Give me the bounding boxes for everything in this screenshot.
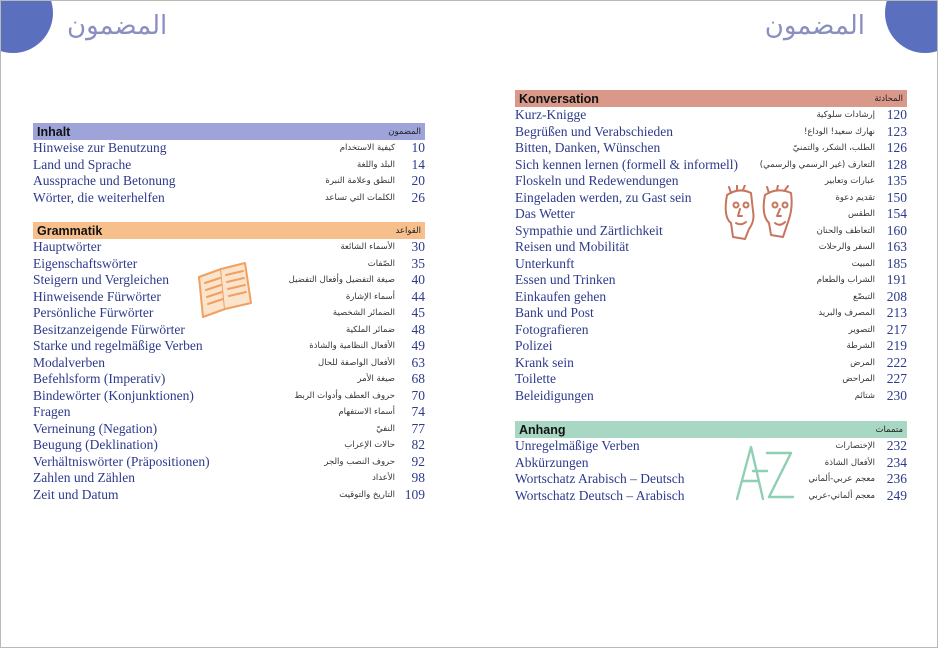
entry-title-arabic: الطقس — [847, 209, 875, 220]
page-number: 249 — [886, 487, 907, 503]
entry-title: Beugung (Deklination) — [33, 437, 158, 453]
page-number: 70 — [411, 387, 425, 403]
toc-entry — [33, 140, 425, 157]
page-number: 35 — [411, 255, 425, 271]
open-book-icon — [193, 259, 255, 321]
entry-title: Sympathie und Zärtlichkeit — [515, 222, 663, 238]
entry-right-group — [357, 371, 425, 387]
toc-entry — [33, 404, 425, 421]
entry-title: Krank sein — [515, 354, 574, 370]
entry-title: Polizei — [515, 338, 553, 354]
entry-title: Wortschatz Arabisch – Deutsch — [515, 471, 685, 487]
page-number: 191 — [886, 272, 907, 288]
page-number: 10 — [411, 140, 425, 156]
entry-title: Unterkunft — [515, 255, 575, 271]
entry-title: Bindewörter (Konjunktionen) — [33, 387, 194, 403]
page-number: 135 — [886, 173, 907, 189]
toc-entry — [515, 206, 907, 223]
page-number: 234 — [886, 454, 907, 470]
entry-title: Unregelmäßige Verben — [515, 438, 640, 454]
entry-title-arabic: التعاطف والحنان — [816, 225, 875, 236]
entry-right-group — [808, 471, 907, 487]
page-number: 120 — [886, 107, 907, 123]
entry-list — [515, 107, 907, 404]
entry-right-group — [325, 190, 425, 206]
section-title-arabic: المضمون — [388, 126, 421, 137]
right-page-title: المضمون — [764, 11, 865, 41]
entry-title-arabic: المرض — [850, 357, 875, 368]
entry-title: Starke und regelmäßige Verben — [33, 338, 203, 354]
entry-title-arabic: معجم عربي-ألماني — [808, 474, 875, 485]
entry-title: Zahlen und Zählen — [33, 470, 135, 486]
entry-title-arabic: النطق وعلامة النبرة — [325, 176, 395, 187]
entry-right-group — [853, 289, 907, 305]
entry-title-arabic: التصوير — [848, 324, 875, 335]
entry-right-group — [344, 437, 425, 453]
toc-entry — [515, 438, 907, 455]
entry-title: Wörter, die weiterhelfen — [33, 189, 165, 205]
toc-entry — [33, 421, 425, 438]
entry-title-arabic: ضمائر الملكية — [346, 324, 395, 335]
entry-title: Sich kennen lernen (formell & informell) — [515, 156, 739, 172]
entry-right-group — [376, 421, 425, 437]
entry-title-arabic: الأفعال الواصفة للحال — [318, 357, 395, 368]
entry-right-group — [850, 355, 907, 371]
page-number: 48 — [411, 321, 425, 337]
toc-entry — [33, 487, 425, 504]
entry-right-group — [817, 223, 907, 239]
section-header-grammatik — [33, 222, 425, 239]
entry-title-arabic: صيغة الأمر — [357, 374, 395, 385]
entry-title-arabic: المصرف والبريد — [818, 308, 875, 319]
entry-title: Essen und Trinken — [515, 272, 616, 288]
page-number: 232 — [886, 438, 907, 454]
toc-entry — [33, 190, 425, 207]
page-number: 227 — [886, 371, 907, 387]
entry-title: Beleidigungen — [515, 387, 594, 403]
toc-entry — [515, 371, 907, 388]
entry-title: Begrüßen und Verabschieden — [515, 123, 673, 139]
page-number: 213 — [886, 305, 907, 321]
entry-right-group — [289, 272, 425, 288]
toc-entry — [33, 322, 425, 339]
entry-title-arabic: كيفية الاستخدام — [339, 143, 395, 154]
entry-title: Steigern und Vergleichen — [33, 272, 169, 288]
entry-right-group — [849, 322, 907, 338]
page-number: 160 — [886, 222, 907, 238]
entry-title-arabic: عبارات وتعابير — [824, 176, 875, 187]
toc-entry — [515, 272, 907, 289]
section-konversation — [515, 90, 907, 404]
toc-entry — [33, 355, 425, 372]
page-number: 109 — [404, 486, 425, 502]
toc-entry — [515, 471, 907, 488]
entry-title-arabic: صيغة التفضيل وأفعال التفضيل — [288, 275, 395, 286]
toc-entry — [515, 173, 907, 190]
entry-title: Befehlsform (Imperativ) — [33, 371, 166, 387]
entry-right-group — [346, 289, 425, 305]
page-number: 63 — [411, 354, 425, 370]
entry-list — [33, 140, 425, 206]
page-number: 82 — [411, 437, 425, 453]
page-number: 185 — [886, 255, 907, 271]
entry-title-arabic: معجم ألماني-عربي — [808, 490, 875, 501]
entry-list — [515, 438, 907, 504]
entry-right-group — [793, 140, 907, 156]
toc-entry — [515, 488, 907, 505]
section-title: Anhang — [519, 422, 566, 437]
entry-title-arabic: إرشادات سلوكية — [816, 110, 875, 121]
toc-entry — [515, 322, 907, 339]
entry-title: Toilette — [515, 371, 557, 387]
page-number: 236 — [886, 471, 907, 487]
entry-title: Verneinung (Negation) — [33, 420, 158, 436]
toc-entry — [33, 338, 425, 355]
toc-entry — [515, 256, 907, 273]
entry-right-group — [309, 338, 425, 354]
entry-right-group — [825, 455, 907, 471]
toc-entry — [33, 470, 425, 487]
entry-title: Persönliche Fürwörter — [33, 305, 154, 321]
entry-title-arabic: حروف النصب والجر — [324, 456, 395, 467]
entry-title-arabic: التبضّع — [853, 291, 875, 302]
page-number: 20 — [411, 173, 425, 189]
toc-entry — [33, 388, 425, 405]
entry-right-group — [372, 470, 425, 486]
entry-title: Verhältniswörter (Präpositionen) — [33, 453, 210, 469]
entry-title: Floskeln und Redewendungen — [515, 173, 679, 189]
toc-entry — [515, 388, 907, 405]
entry-right-group — [333, 305, 425, 321]
toc-entry — [515, 239, 907, 256]
entry-right-group — [760, 157, 907, 173]
entry-title: Das Wetter — [515, 206, 575, 222]
toc-entry — [515, 190, 907, 207]
entry-title-arabic: أسماء الإشارة — [345, 291, 395, 302]
entry-title: Bank und Post — [515, 305, 594, 321]
section-header-konversation — [515, 90, 907, 107]
entry-title-arabic: المراحض — [842, 374, 875, 385]
page-number: 68 — [411, 371, 425, 387]
section-inhalt — [33, 123, 425, 206]
entry-title-arabic: شتائم — [854, 390, 875, 401]
entry-right-group — [804, 124, 907, 140]
entry-right-group — [340, 239, 425, 255]
entry-right-group — [855, 388, 907, 404]
entry-right-group — [819, 239, 907, 255]
entry-title-arabic: حالات الإعراب — [344, 440, 395, 451]
entry-title-arabic: الأفعال الشاذة — [824, 457, 875, 468]
entry-title-arabic: الضمائر الشخصية — [332, 308, 395, 319]
entry-right-group — [294, 388, 425, 404]
entry-right-group — [817, 272, 907, 288]
entry-title: Eingeladen werden, zu Gast sein — [515, 189, 692, 205]
toc-entry — [515, 338, 907, 355]
toc-entry — [33, 157, 425, 174]
entry-right-group — [836, 438, 907, 454]
entry-title-arabic: الأسماء الشائعة — [340, 242, 395, 253]
page-number: 77 — [411, 420, 425, 436]
a-z-icon — [733, 441, 797, 503]
toc-entry — [515, 157, 907, 174]
toc-entry — [515, 223, 907, 240]
entry-title-arabic: التاريخ والتوقيت — [339, 489, 395, 500]
entry-right-group — [318, 355, 425, 371]
entry-title: Reisen und Mobilität — [515, 239, 629, 255]
section-title-arabic: المحادثة — [874, 93, 903, 104]
entry-title: Besitzanzeigende Fürwörter — [33, 321, 185, 337]
section-header-anhang — [515, 421, 907, 438]
entry-title-arabic: الطلب، الشكر، والتمنيّ — [792, 143, 875, 154]
page-number: 123 — [886, 123, 907, 139]
entry-title-arabic: الصّفات — [367, 258, 395, 269]
page-number: 92 — [411, 453, 425, 469]
entry-right-group — [842, 371, 907, 387]
entry-title: Zeit und Datum — [33, 486, 119, 502]
right-corner-decoration — [885, 0, 938, 53]
entry-title-arabic: الشرطة — [846, 341, 875, 352]
entry-right-group — [835, 190, 907, 206]
toc-entry — [33, 173, 425, 190]
entry-right-group — [846, 338, 907, 354]
page-number: 163 — [886, 239, 907, 255]
page-number: 150 — [886, 189, 907, 205]
page-number: 128 — [886, 156, 907, 172]
entry-title: Hinweise zur Benutzung — [33, 140, 167, 156]
entry-title-arabic: المبيت — [851, 258, 875, 269]
entry-title-arabic: حروف العطف وأدوات الربط — [294, 390, 395, 401]
entry-right-group — [324, 454, 425, 470]
entry-right-group — [340, 140, 425, 156]
entry-right-group — [338, 404, 425, 420]
toc-entry — [515, 289, 907, 306]
page-number: 30 — [411, 239, 425, 255]
section-title: Konversation — [519, 91, 599, 106]
page-number: 26 — [411, 189, 425, 205]
toc-entry — [515, 140, 907, 157]
entry-right-group — [818, 305, 907, 321]
entry-right-group — [825, 173, 907, 189]
section-title-arabic: متممات — [875, 424, 903, 435]
toc-entry — [515, 455, 907, 472]
entry-title-arabic: التعارف (غير الرسمي والرسمي) — [759, 159, 875, 170]
page-number: 40 — [411, 272, 425, 288]
toc-entry — [33, 454, 425, 471]
section-anhang — [515, 421, 907, 504]
toc-entry — [33, 239, 425, 256]
entry-title: Wortschatz Deutsch – Arabisch — [515, 487, 685, 503]
two-faces-icon — [721, 185, 797, 243]
entry-right-group — [808, 488, 907, 504]
entry-title-arabic: تقديم دعوة — [835, 192, 875, 203]
section-title: Inhalt — [37, 124, 71, 139]
left-corner-decoration — [0, 0, 53, 53]
entry-title-arabic: أسماء الاستفهام — [338, 407, 395, 418]
toc-entry — [33, 371, 425, 388]
entry-title: Einkaufen gehen — [515, 288, 607, 304]
entry-title: Hauptwörter — [33, 239, 102, 255]
page-number: 219 — [886, 338, 907, 354]
entry-title: Eigenschaftswörter — [33, 255, 138, 271]
page-number: 14 — [411, 156, 425, 172]
toc-entry — [33, 437, 425, 454]
entry-title-arabic: نهارك سعيد! الوداع! — [803, 126, 875, 137]
toc-entry — [515, 107, 907, 124]
page-number: 208 — [886, 288, 907, 304]
entry-right-group — [357, 157, 425, 173]
page-number: 44 — [411, 288, 425, 304]
page-number: 126 — [886, 140, 907, 156]
page-number: 45 — [411, 305, 425, 321]
entry-title-arabic: الأفعال النظامية والشاذة — [309, 341, 395, 352]
entry-title: Modalverben — [33, 354, 105, 370]
entry-right-group — [339, 487, 425, 503]
entry-right-group — [816, 107, 907, 123]
entry-title-arabic: البلد واللغة — [356, 159, 395, 170]
left-page-title: المضمون — [67, 11, 168, 41]
entry-right-group — [848, 206, 907, 222]
section-title-arabic: القواعد — [395, 225, 421, 236]
toc-entry — [515, 355, 907, 372]
entry-title: Kurz-Knigge — [515, 107, 587, 123]
page-number: 217 — [886, 321, 907, 337]
page-number: 74 — [411, 404, 425, 420]
entry-right-group — [346, 322, 425, 338]
page-number: 230 — [886, 387, 907, 403]
entry-title: Land und Sprache — [33, 156, 132, 172]
entry-right-group — [325, 173, 425, 189]
entry-title-arabic: النفيّ — [376, 423, 395, 434]
entry-title: Aussprache und Betonung — [33, 173, 176, 189]
entry-title: Hinweisende Fürwörter — [33, 288, 161, 304]
page-number: 154 — [886, 206, 907, 222]
page-number: 222 — [886, 354, 907, 370]
page-number: 49 — [411, 338, 425, 354]
entry-title: Fragen — [33, 404, 71, 420]
entry-right-group — [368, 256, 425, 272]
entry-title-arabic: الإختصارات — [835, 441, 875, 452]
entry-right-group — [852, 256, 907, 272]
entry-title-arabic: السفر والرحلات — [818, 242, 875, 253]
entry-title-arabic: الكلمات التي تساعد — [324, 192, 395, 203]
entry-title: Fotografieren — [515, 321, 589, 337]
page-number: 98 — [411, 470, 425, 486]
toc-entry — [515, 124, 907, 141]
entry-title: Abkürzungen — [515, 454, 589, 470]
entry-title-arabic: الأعداد — [372, 473, 395, 484]
entry-title: Bitten, Danken, Wünschen — [515, 140, 661, 156]
toc-entry — [515, 305, 907, 322]
section-header-inhalt — [33, 123, 425, 140]
section-title: Grammatik — [37, 223, 103, 238]
entry-title-arabic: الشراب والطعام — [816, 275, 875, 286]
